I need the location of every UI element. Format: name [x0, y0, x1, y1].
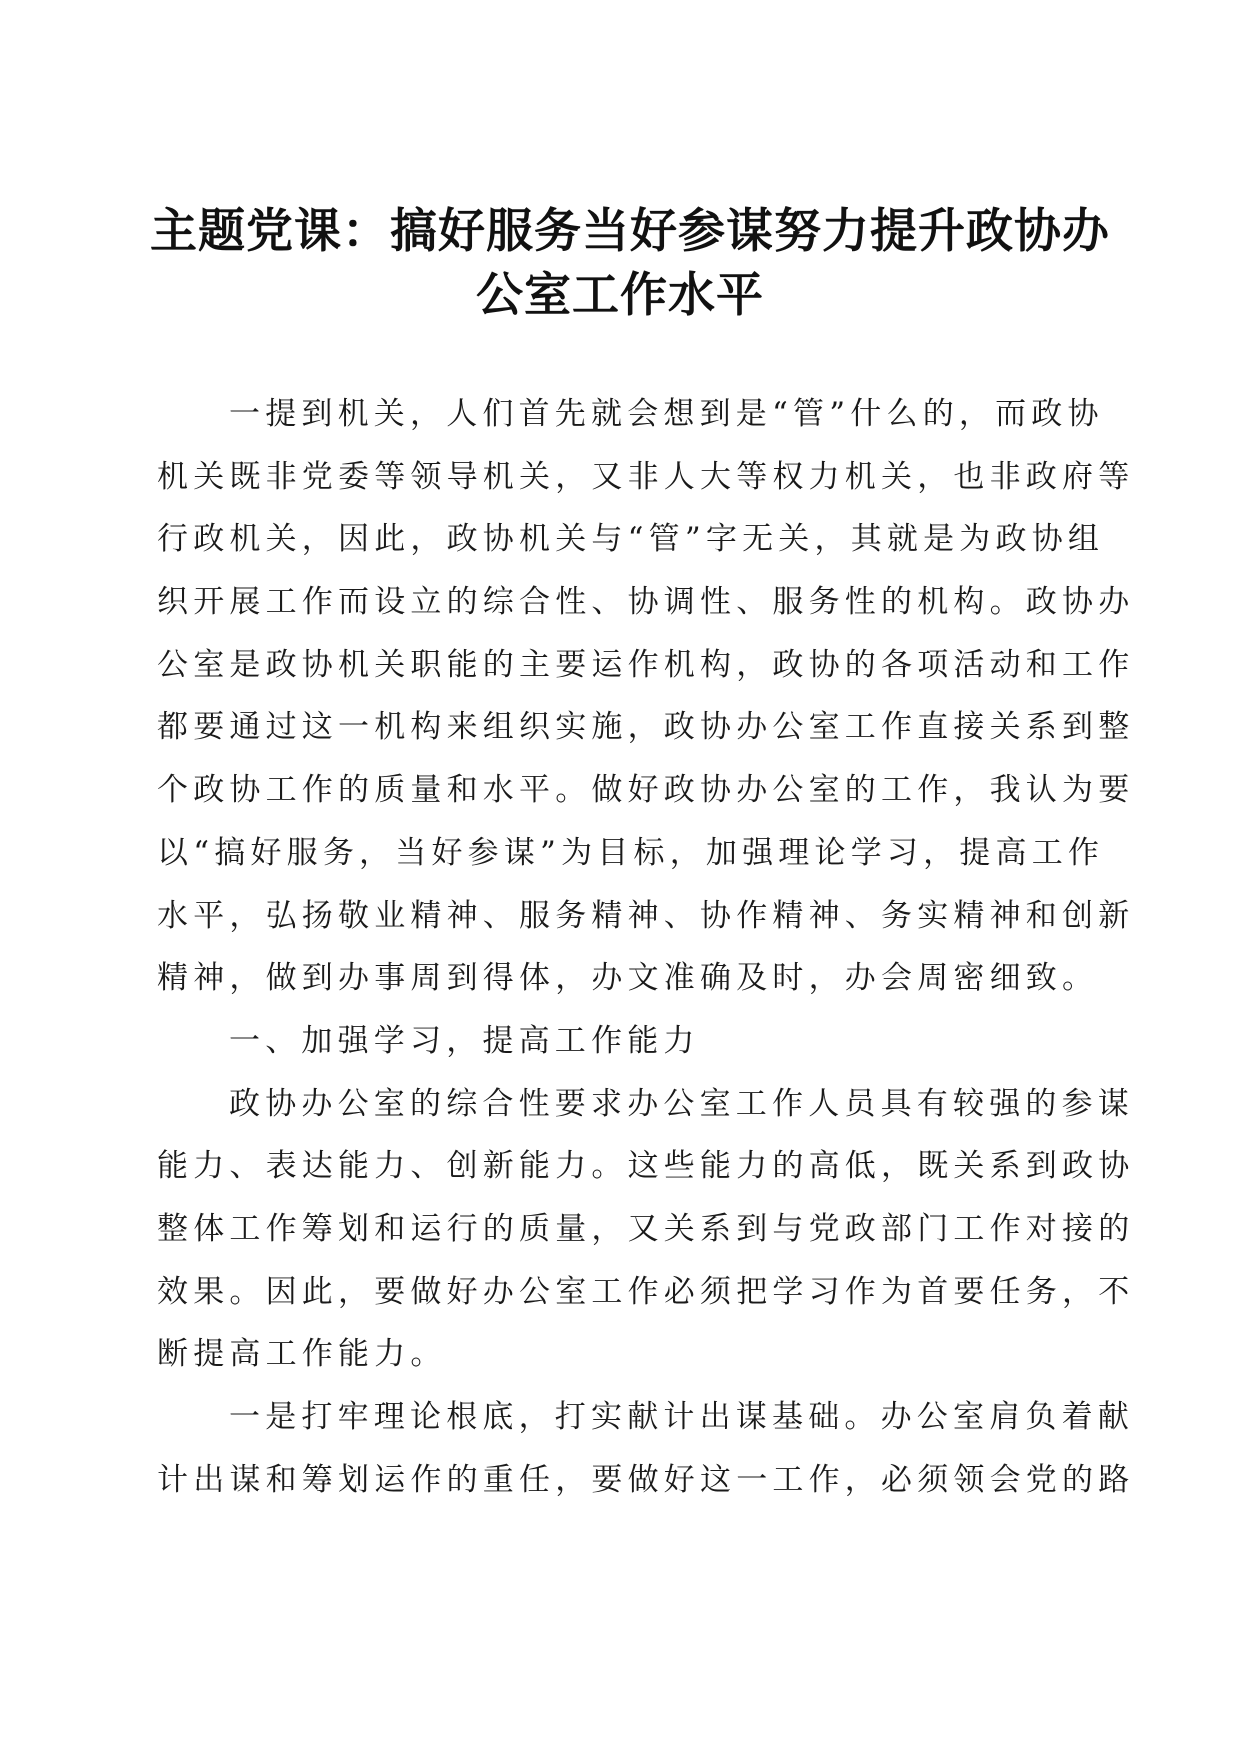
paragraph-1-line-9: 水平，弘扬敬业精神、服务精神、协作精神、务实精神和创新	[157, 897, 1135, 934]
paragraph-3-line-1: 一是打牢理论根底，打实献计出谋基础。办公室肩负着献	[229, 1399, 1134, 1435]
paragraph-1-line-6: 都要通过这一机构来组织实施，政协办公室工作直接关系到整	[157, 709, 1135, 746]
paragraph-2-line-3: 整体工作筹划和运行的质量，又关系到与党政部门工作对接的	[157, 1210, 1135, 1247]
paragraph-2-line-5: 断提高工作能力。	[157, 1336, 447, 1373]
paragraph-3-line-2: 计出谋和筹划运作的重任，要做好这一工作，必须领会党的路	[157, 1461, 1135, 1498]
title-line-2: 公室工作水平	[476, 268, 764, 323]
paragraph-1-line-5: 公室是政协机关职能的主要运作机构，政协的各项活动和工作	[157, 646, 1135, 683]
paragraph-1-line-7: 个政协工作的质量和水平。做好政协办公室的工作，我认为要	[157, 772, 1135, 809]
section-heading-1: 一、加强学习，提高工作能力	[229, 1022, 700, 1059]
paragraph-1-line-4: 织开展工作而设立的综合性、协调性、服务性的机构。政协办	[157, 584, 1135, 621]
document-title	[150, 200, 1110, 328]
paragraph-1-line-2: 机关既非党委等领导机关，又非人大等权力机关，也非政府等	[157, 458, 1135, 495]
paragraph-2-line-1: 政协办公室的综合性要求办公室工作人员具有较强的参谋	[229, 1085, 1134, 1122]
paragraph-1-line-1: 一提到机关，人们首先就会想到是“管”什么的，而政协	[229, 396, 1104, 432]
paragraph-1-line-10: 精神，做到办事周到得体，办文准确及时，办会周密细致。	[157, 960, 1099, 997]
paragraph-2-line-4: 效果。因此，要做好办公室工作必须把学习作为首要任务，不	[157, 1273, 1135, 1310]
paragraph-1-line-8: 以“搞好服务，当好参谋”为目标，加强理论学习，提高工作	[157, 834, 1105, 871]
paragraph-2-line-2: 能力、表达能力、创新能力。这些能力的高低，既关系到政协	[157, 1148, 1135, 1185]
title-line-1: 主题党课：搞好服务当好参谋努力提升政协办	[150, 204, 1110, 259]
document-body	[157, 383, 1135, 1511]
paragraph-1-line-3: 行政机关，因此，政协机关与“管”字无关，其就是为政协组	[157, 521, 1105, 558]
